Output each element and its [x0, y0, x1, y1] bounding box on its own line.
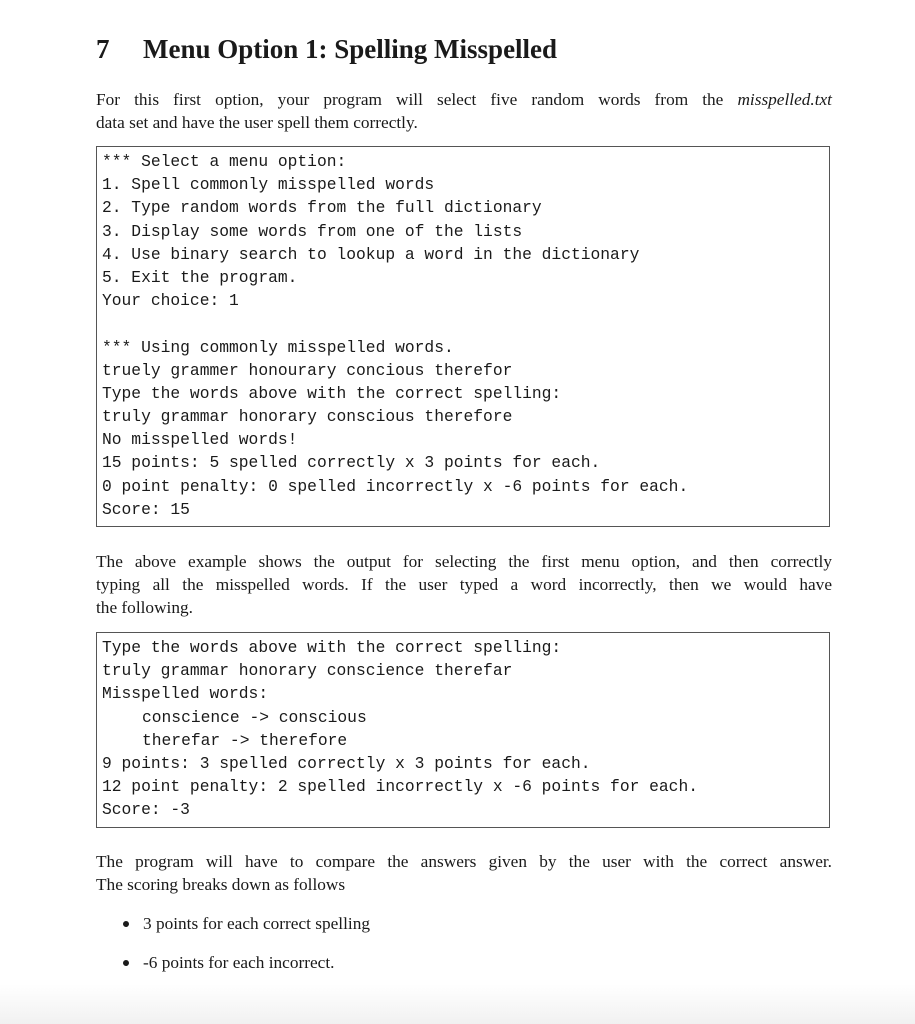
scoring-paragraph [96, 850, 832, 896]
code-line: conscience -> conscious [142, 707, 367, 727]
code-line: 15 points: 5 spelled correctly x 3 points for each. [102, 453, 601, 473]
code-line: 5. Exit the program. [102, 267, 298, 287]
code-line: Misspelled words: [102, 684, 269, 704]
code-example-2 [96, 632, 830, 828]
code-line: 0 point penalty: 0 spelled incorrectly x -6 points for each. [102, 476, 689, 496]
intro-text: For this first option, your program will select five random words from the [96, 90, 738, 109]
code-line: therefar -> therefore [142, 730, 348, 750]
code-line: Score: 15 [102, 499, 190, 519]
intro-line-1 [96, 88, 832, 111]
code-line: 12 point penalty: 2 spelled incorrectly x -6 points for each. [102, 777, 698, 797]
code-line [102, 312, 829, 335]
scoring-line-2: The scoring breaks down as follows [96, 875, 346, 894]
explanation-paragraph [96, 550, 832, 619]
list-item: -6 points for each incorrect. [118, 951, 370, 990]
filename: misspelled.txt [737, 90, 832, 109]
code-line: truly grammar honorary conscious therefore [102, 407, 513, 427]
code-line: 3. Display some words from one of the lists [102, 221, 523, 241]
intro-paragraph [96, 88, 832, 134]
scoring-line-1: The program will have to compare the answers given by the user with the correct answer. [96, 852, 832, 871]
section-heading [96, 34, 557, 65]
code-line: 2. Type random words from the full dictionary [102, 198, 542, 218]
bottom-fade [0, 984, 915, 1024]
section-title: Menu Option 1: Spelling Misspelled [143, 34, 558, 64]
scoring-list [118, 912, 370, 990]
code-line: Type the words above with the correct spelling: [102, 638, 562, 657]
code-line: No misspelled words! [102, 430, 298, 450]
code-line: Your choice: 1 [102, 291, 239, 311]
code-line: 4. Use binary search to lookup a word in the dictionary [102, 244, 640, 264]
explanation-line-1: The above example shows the output for selecting the first menu option, and then correctly [96, 552, 832, 571]
code-line: Type the words above with the correct spelling: [102, 383, 562, 403]
code-line: 1. Spell commonly misspelled words [102, 175, 435, 195]
code-line: truely grammer honourary concious therefor [102, 360, 513, 380]
list-item: 3 points for each correct spelling [118, 912, 370, 951]
section-number: 7 [96, 34, 110, 64]
code-line: *** Using commonly misspelled words. [102, 337, 454, 357]
explanation-line-3: the following. [96, 598, 193, 617]
code-line: Score: -3 [102, 800, 190, 820]
code-example-1 [96, 146, 830, 527]
code-line: 9 points: 3 spelled correctly x 3 points for each. [102, 753, 591, 773]
code-line: truly grammar honorary conscience therefar [102, 661, 513, 681]
code-line: *** Select a menu option: [102, 152, 347, 171]
intro-line-2: data set and have the user spell them correctly. [96, 113, 418, 132]
explanation-line-2: typing all the misspelled words. If the user typed a word incorrectly, then we would have [96, 575, 832, 594]
